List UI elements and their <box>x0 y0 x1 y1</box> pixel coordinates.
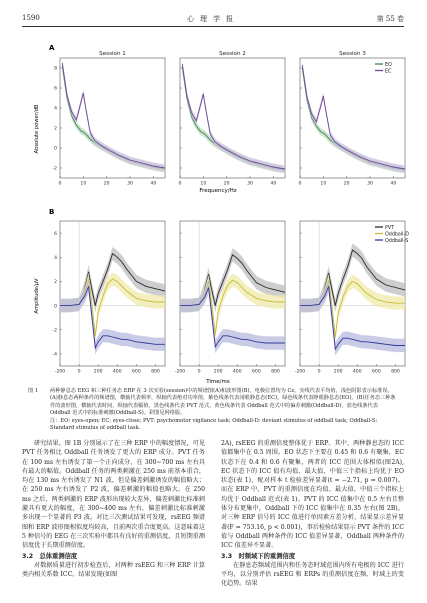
legend-label: EO <box>385 62 392 68</box>
left-column <box>22 439 205 579</box>
y-tick-label: -4 <box>52 352 57 358</box>
x-tick-label: 200 <box>213 369 223 375</box>
x-tick-label: 0 <box>317 369 321 375</box>
x-tick-label: -200 <box>294 369 306 375</box>
x-tick-label: 30 <box>127 181 133 187</box>
paragraph: 对数据质量进行初步检查后，对两种 rsEEG 和三种 ERP 计算类内相关系数 ICC。结果发现(如图 <box>22 561 205 579</box>
y-tick-label: 2 <box>54 126 57 132</box>
x-tick-label: 200 <box>93 369 103 375</box>
legend-label: PVT <box>385 225 395 231</box>
panel-title: Session 1 <box>99 51 126 57</box>
x-tick-label: 10 <box>200 181 207 187</box>
x-tick-label: 40 <box>270 181 277 187</box>
x-tick-label: 0 <box>77 369 81 375</box>
panel-b-label: B <box>49 208 55 216</box>
panel-b-y-label: Amplitude/μV <box>34 278 40 314</box>
x-tick-label: 30 <box>247 181 253 187</box>
caption-english: 注：EO: eyes-open; EC: eyes-close; PVT: psychomotor vigilance task; Oddball-D: deviant stimulus of oddball task; Oddball-S: Standard stimulus of oddball task. <box>50 417 378 432</box>
x-tick-label: 600 <box>251 369 261 375</box>
y-tick-label: 4 <box>54 255 57 261</box>
series-line <box>302 65 405 169</box>
figure-1 <box>0 34 427 414</box>
x-tick-label: 400 <box>112 369 122 375</box>
y-tick-label: -2 <box>52 166 57 172</box>
y-tick-label: 8 <box>54 66 57 72</box>
x-tick-label: 40 <box>390 181 397 187</box>
y-tick-label: 0 <box>54 304 57 310</box>
x-tick-label: 400 <box>232 369 242 375</box>
panel-title: Session 2 <box>219 51 246 57</box>
x-tick-label: 200 <box>333 369 343 375</box>
legend-label: Oddball-D <box>385 232 409 238</box>
paragraph: 研究结果。图 1B 分别展示了在三种 ERP 中的幅度情况，可见 PVT 任务相比 Oddball 任务诱发了更大的 ERP 成分。PVT 任务在 100 ms 左右诱发了第一个正向成分，在 300~700 ms 左右具有最大的幅值。Oddball 任务的两类刺激在 250 ms 前基本重合，均在 130 ms 左右诱发了 N1 波，但是偏差刺激诱发的幅值略大；在 250 ms 左右诱发了 P2 波，偏差刺激的幅值也略大。在 250 ms 之后，两类刺激的 ERP 波形出现较大差异，偏差刺激比标准刺激具有更大的幅度，在 300~400 ms 左右，偏差刺激比标准刺激多出现一个显著的 P3 波。对比三次测试结果可发现，rsEEG 频谱图和 ERP 波形图相似度均较高，且前两次重合度更高。这意味着这 5 种信号的 EEG 在三次实验中都具有良好的重测信度，且短期重测信度优于长期重测信度。 <box>22 440 205 550</box>
x-tick-label: -200 <box>54 369 66 375</box>
caption-number: 图 1 <box>28 388 39 394</box>
x-tick-label: 10 <box>80 181 87 187</box>
x-tick-label: 400 <box>352 369 362 375</box>
legend-label: EC <box>385 69 392 75</box>
panel-a-x-label: Frequency/Hz <box>199 188 237 194</box>
x-tick-label: -200 <box>174 369 186 375</box>
x-tick-label: 0 <box>178 181 182 187</box>
panel-title: Session 3 <box>339 51 366 57</box>
figure-caption <box>28 388 400 432</box>
y-tick-label: 0 <box>54 146 57 152</box>
caption-chinese: 两种静息态 EEG 和三种任务态 ERP 在 3 次实验(session)中的频谱图(A)和波形图(B)。电极位置均为 Cz。实线代表平均值，浅色阴影表示标准误。(A)静息态两种条件的频谱图，横轴代表频率，纵轴代表绝对功率值，紫色线条代表闭眼静息态(EC)，绿色线条代表睁眼静息态(EO)。(B)任务态三种条件的波形图，横轴代表时间，纵轴代表幅值，黑色线条代表 PVT 范式，黄色线条代表 Oddball 范式中的偏差刺激(Oddball-D)，蓝色线条代表 Oddball 范式中的标准刺激(Oddball-S)。彩图见网络版。 <box>50 388 396 417</box>
x-tick-label: 0 <box>197 369 201 375</box>
panel-b-x-label: Time/ms <box>206 379 230 385</box>
panel-a-label: A <box>49 44 55 52</box>
x-tick-label: 800 <box>391 369 400 375</box>
series-line <box>62 63 165 168</box>
header-rule <box>22 26 404 27</box>
paragraph: 2A), rsEEG 的重测信度整体优于 ERP。其中，两种静息态的 ICC 值都集中在 0.5 周围。EO 状态下主要在 0.45 和 0.6 有聚集，EC 状态下在 0.4 和 0.6 有聚集，两者的 ICC 范围大体相似(图2A), EC 状态下的 ICC 值有均值、最大值，中值三个指标上均优于 EO 状态(表 1)，配对样本 t 检验差异显著(t = −2.71, p = 0.007)。而在 ERP 中，PVT 的重测信度在均值、最大值，中值三个指标上均优于 Oddball 范式(表 1)。PVT 的 ICC 值集中在 0.5 左右且整体分布更集中，Oddball 下的 ICC 值集中在 0.35 左右(图 2B)。对三种 ERP 信号的 ICC 值进行单因素方差分析，结果显示差异显著(F = 753.16, p < 0.001)，事后检验结果显示 PVT 条件的 ICC 值与 Oddball 两种条件的 ICC 值差异显著，Oddball 两种条件的 ICC 值差异不显著。 <box>221 440 404 550</box>
y-tick-label: 4 <box>54 106 57 112</box>
y-tick-label: 6 <box>54 231 57 237</box>
panel-a-y-label: Absolute power/dB <box>34 104 40 154</box>
x-tick-label: 800 <box>271 369 280 375</box>
x-tick-label: 800 <box>151 369 160 375</box>
x-tick-label: 600 <box>371 369 381 375</box>
journal-name: 心理学报 <box>187 15 239 23</box>
y-tick-label: -2 <box>52 328 57 334</box>
y-tick-label: 6 <box>54 86 57 92</box>
x-tick-label: 0 <box>298 181 302 187</box>
page-number: 1590 <box>22 14 40 22</box>
x-tick-label: 40 <box>150 181 157 187</box>
legend-label: Oddball-S <box>385 238 409 244</box>
series-line <box>182 64 285 169</box>
running-header <box>22 14 404 26</box>
x-tick-label: 0 <box>58 181 62 187</box>
section-heading: 3.3 时频域下的重测信度 <box>221 552 296 560</box>
x-tick-label: 10 <box>320 181 327 187</box>
section-heading: 3.2 总体重测信度 <box>22 552 78 560</box>
y-tick-label: 2 <box>54 280 57 286</box>
volume-label: 第 55 卷 <box>376 15 404 23</box>
x-tick-label: 20 <box>223 181 230 187</box>
x-tick-label: 600 <box>131 369 141 375</box>
x-tick-label: 20 <box>343 181 350 187</box>
x-tick-label: 20 <box>103 181 110 187</box>
paragraph: 在静息态频域范围内和任务态时域范围内所有电极的 ICC 进行平均，以分别评估 rsEEG 和 ERPs 的重测信度在频、时域上的变化趋势。结果 <box>221 561 404 588</box>
right-column <box>221 439 404 589</box>
x-tick-label: 30 <box>367 181 373 187</box>
